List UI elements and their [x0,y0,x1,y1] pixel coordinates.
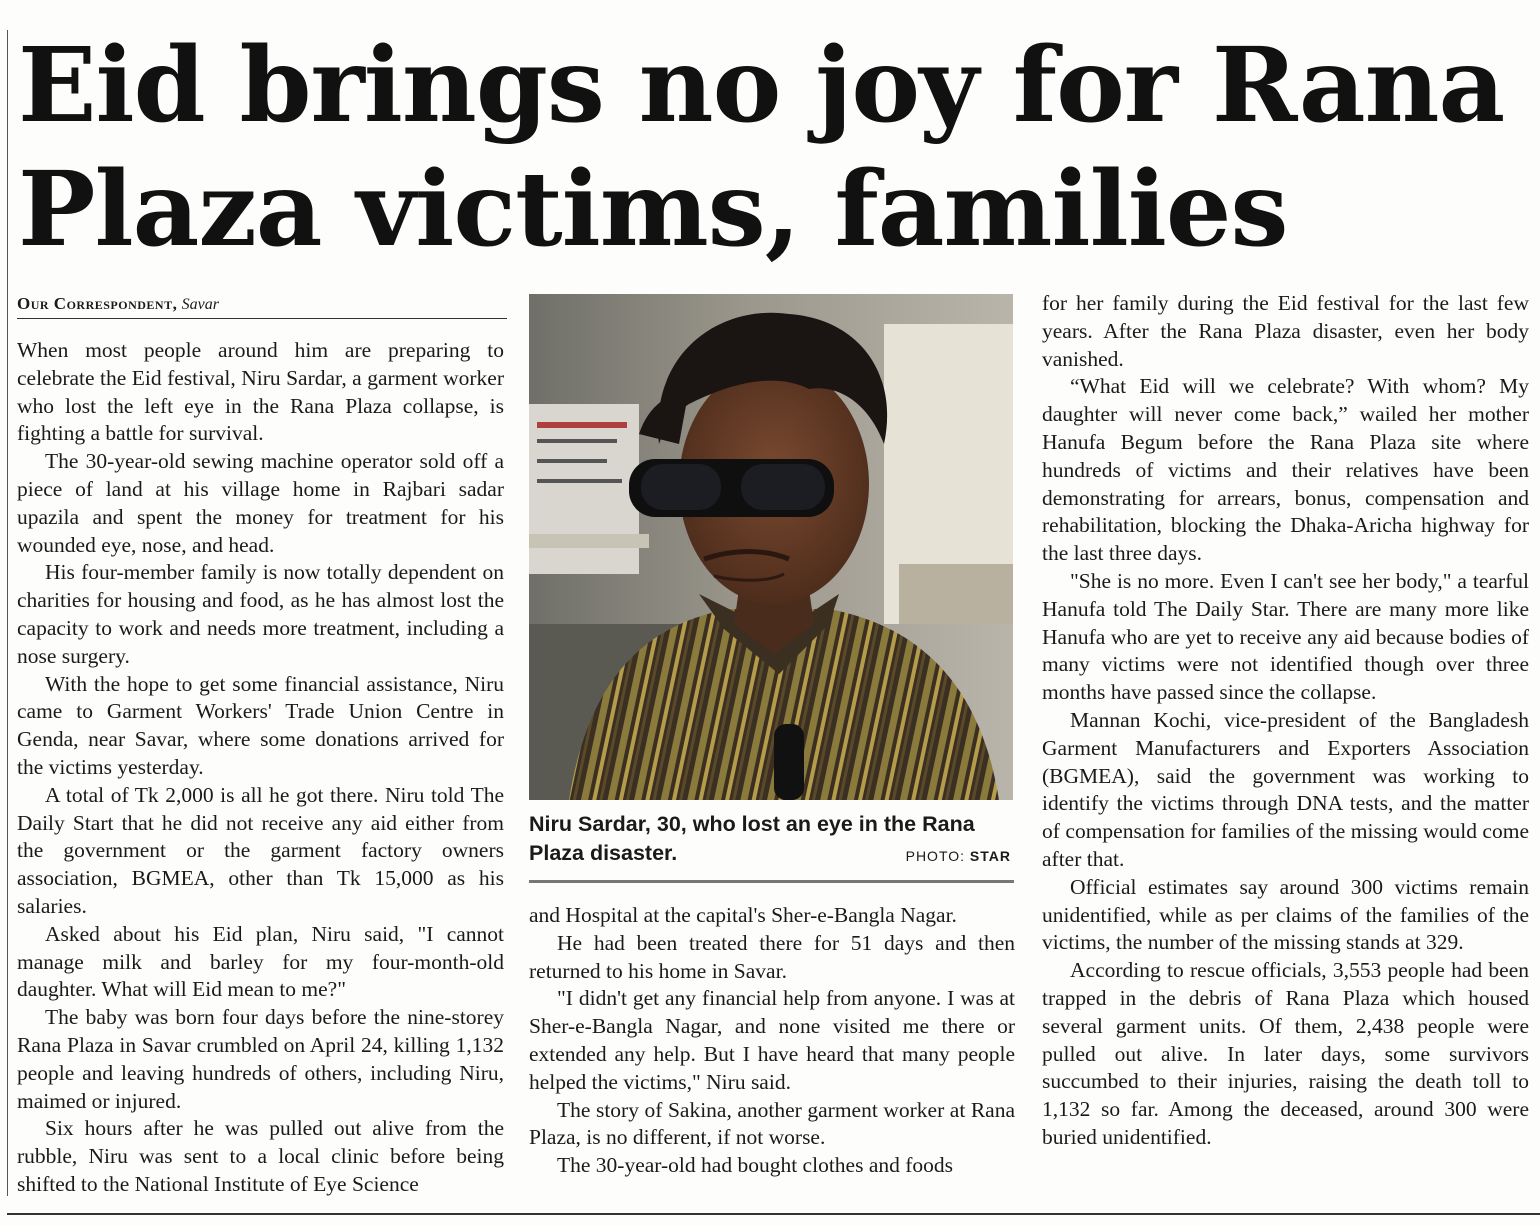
paragraph: With the hope to get some financial assistance, Niru came to Garment Workers' Trade Union Centre in Genda, near Savar, where some donations arrived for the victims yesterday. [17,671,504,779]
paragraph: The baby was born four days before the nine-storey Rana Plaza in Savar crumbled on April 24, killing 1,132 people and leaving hundreds of others, including Niru, maimed or injured. [17,1005,504,1113]
paragraph: Official estimates say around 300 victims remain unidentified, while as per claims of the families of the victims, the number of the missing stands at 329. [1042,874,1529,955]
paragraph: Mannan Kochi, vice-president of the Bangladesh Garment Manufacturers and Exporters Association (BGMEA), said the government was working to identify the victims through DNA tests, and the matter of compensation for families of the missing would come after that. [1042,707,1529,871]
paragraph: Asked about his Eid plan, Niru said, "I cannot manage milk and barley for my four-month-old daughter. What will Eid mean to me?" [17,921,504,1002]
headline: Eid brings no joy for Rana Plaza victims, families [18,25,1505,270]
paragraph: “What Eid will we celebrate? With whom? My daughter will never come back,” wailed her mother Hanufa Begum before the Rana Plaza site where hundreds of victims and their relatives have been demonstrating for arrears, bonus, compensation and rehabilitation, blocking the Dhaka-Aricha highway for the last three days. [1042,374,1529,566]
photo-credit-source: STAR [969,848,1011,864]
article-column-1 [17,337,504,1199]
article-photo [529,294,1013,800]
portrait-image [529,294,1013,800]
paragraph: and Hospital at the capital's Sher-e-Bangla Nagar. [529,903,957,927]
paragraph: "I didn't get any financial help from anyone. I was at Sher-e-Bangla Nagar, and none visited me there or extended any help. But I have heard that many people helped the victims," Niru said. [529,986,1015,1094]
photo-credit [906,848,1011,864]
byline [17,294,507,319]
byline-place: Savar [181,296,219,313]
paragraph: The story of Sakina, another garment worker at Rana Plaza, is no different, if not worse. [529,1097,1015,1150]
paragraph: The 30-year-old sewing machine operator sold off a piece of land at his village home in Rajbari sadar upazila and spent the money for treatment for his wounded eye, nose, and head. [17,449,504,557]
paragraph: He had been treated there for 51 days and then returned to his home in Savar. [529,930,1015,983]
photo-credit-prefix: PHOTO: [905,848,966,864]
paragraph: A total of Tk 2,000 is all he got there. Niru told The Daily Start that he did not receive any aid either from the government or the garment factory owners association, BGMEA, other than Tk 15,000 as his salaries. [17,782,504,918]
paragraph: Six hours after he was pulled out alive from the rubble, Niru was sent to a local clinic before being shifted to the National Institute of Eye Science [17,1116,504,1196]
bottom-rule [7,1213,1540,1215]
paragraph: "She is no more. Even I can't see her body," a tearful Hanufa told The Daily Star. There are many more like Hanufa who are yet to receive any aid because bodies of many victims were not identified though over three months have passed since the collapse. [1042,568,1529,705]
left-column-rule [7,30,8,1196]
paragraph: for her family during the Eid festival for the last few years. After the Rana Plaza disaster, even her body vanished. [1042,291,1529,371]
caption-text: Niru Sardar, 30, who lost an eye in the Rana Plaza disaster. [529,812,975,865]
paragraph: The 30-year-old had bought clothes and foods [557,1153,954,1178]
article-column-2 [529,902,1015,1180]
paragraph: His four-member family is now totally dependent on charities for housing and food, as he has almost lost the capacity to work and needs more treatment, including a nose surgery. [17,560,504,668]
byline-name: Our Correspondent, [17,294,178,313]
article-column-3 [1042,290,1529,1152]
paragraph: When most people around him are preparing to celebrate the Eid festival, Niru Sardar, a garment worker who lost the left eye in the Rana Plaza collapse, is fighting a battle for survival. [17,338,504,446]
paragraph: According to rescue officials, 3,553 people had been trapped in the debris of Rana Plaza which housed several garment units. Of them, 2,438 people were pulled out alive. In later days, some survivors succumbed to their injuries, raising the death toll to 1,132 so far. Among the deceased, around 300 were buried unidentified. [1042,958,1529,1149]
caption-rule [529,880,1014,883]
photo-caption [529,810,1013,868]
